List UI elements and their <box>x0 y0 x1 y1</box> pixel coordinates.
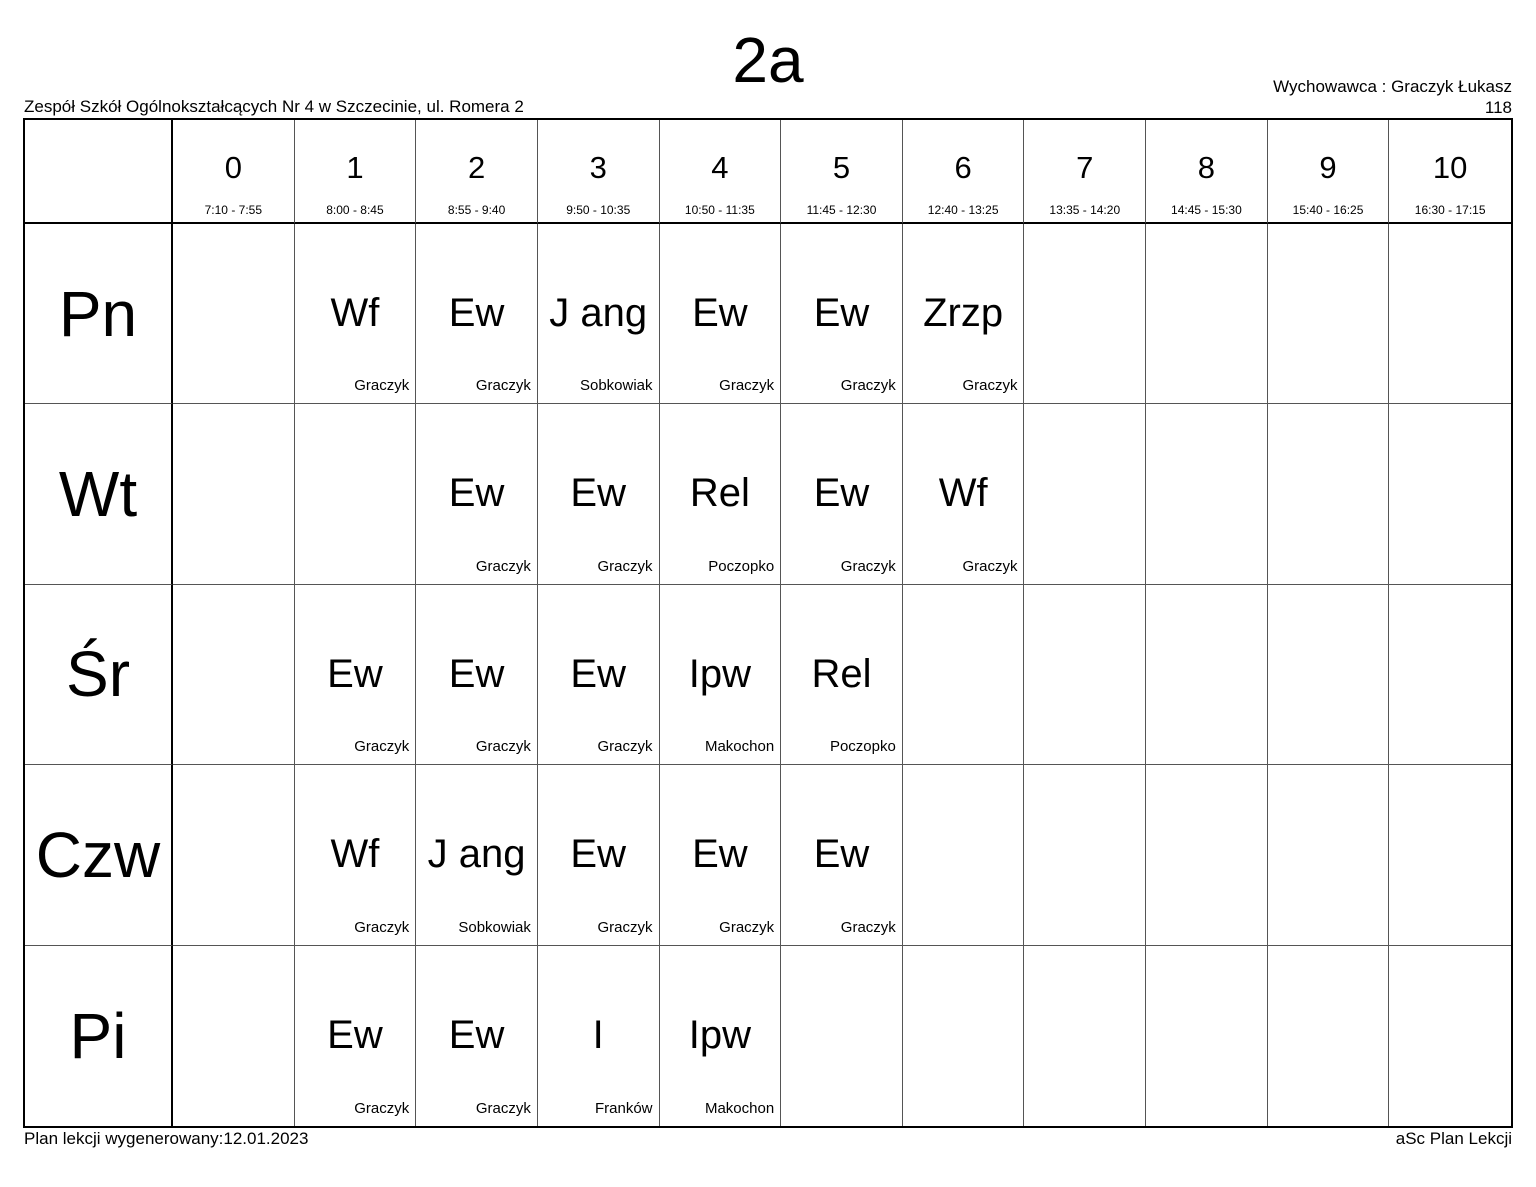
empty-cell <box>1024 404 1146 584</box>
period-number: 10 <box>1432 150 1468 185</box>
day-cell <box>25 404 173 584</box>
day-label: Pn <box>58 277 138 350</box>
room-number: 118 <box>1484 98 1512 117</box>
empty-cell <box>1146 404 1268 584</box>
lesson-subject: Ew <box>448 471 505 516</box>
period-number: 2 <box>467 150 486 185</box>
lesson-cell <box>538 224 660 404</box>
day-label: Wt <box>58 458 138 531</box>
lesson-teacher: Graczyk <box>475 557 531 575</box>
lesson-cell <box>538 585 660 765</box>
lesson-teacher: Poczopko <box>708 557 775 575</box>
lesson-subject: Ew <box>327 651 383 696</box>
empty-cell <box>1024 224 1146 404</box>
empty-cell <box>1389 585 1511 765</box>
lesson-subject: Ipw <box>688 1012 751 1057</box>
period-header <box>660 120 782 224</box>
period-time: 10:50 - 11:35 <box>684 203 755 217</box>
day-cell <box>25 585 173 765</box>
period-header <box>1268 120 1390 224</box>
period-number: 6 <box>954 150 972 185</box>
lesson-cell <box>903 224 1025 404</box>
lesson-subject: Ew <box>570 471 626 516</box>
empty-cell <box>295 404 417 584</box>
empty-cell <box>903 765 1025 945</box>
lesson-teacher: Graczyk <box>597 557 653 575</box>
period-number: 7 <box>1076 150 1094 185</box>
period-number: 5 <box>832 150 851 185</box>
period-header <box>781 120 903 224</box>
lesson-cell <box>660 946 782 1126</box>
lesson-subject: Wf <box>330 832 380 877</box>
empty-cell <box>1268 946 1390 1126</box>
lesson-teacher: Graczyk <box>475 738 531 756</box>
lesson-cell <box>903 404 1025 584</box>
period-number: 1 <box>346 150 364 185</box>
lesson-teacher: Sobkowiak <box>579 377 653 395</box>
lesson-teacher: Makochon <box>704 738 775 756</box>
lesson-teacher: Poczopko <box>829 738 896 756</box>
lesson-subject: Ew <box>692 832 748 877</box>
lesson-subject: Ew <box>327 1012 383 1057</box>
empty-cell <box>781 946 903 1126</box>
lesson-teacher: Graczyk <box>597 918 653 936</box>
period-time: 13:35 - 14:20 <box>1049 203 1121 217</box>
lesson-cell <box>538 404 660 584</box>
empty-cell <box>173 765 295 945</box>
period-time: 9:50 - 10:35 <box>566 203 631 217</box>
lesson-subject: Ew <box>813 471 870 516</box>
period-header <box>903 120 1025 224</box>
lesson-cell <box>416 224 538 404</box>
lesson-cell <box>660 404 782 584</box>
lesson-subject: Rel <box>689 471 750 516</box>
day-cell <box>25 224 173 404</box>
period-time: 11:45 - 12:30 <box>806 203 877 217</box>
empty-cell <box>1146 765 1268 945</box>
period-header <box>295 120 417 224</box>
empty-cell <box>173 585 295 765</box>
lesson-teacher: Graczyk <box>354 918 410 936</box>
empty-cell <box>1389 765 1511 945</box>
empty-cell <box>1268 224 1390 404</box>
lesson-teacher: Graczyk <box>719 377 775 395</box>
lesson-cell <box>660 224 782 404</box>
generated-date: Plan lekcji wygenerowany:12.01.2023 <box>24 1129 309 1148</box>
homeroom-teacher: Wychowawca : Graczyk Łukasz <box>1273 77 1512 96</box>
empty-cell <box>1024 946 1146 1126</box>
period-header <box>1146 120 1268 224</box>
lesson-subject: Ew <box>570 651 626 696</box>
lesson-teacher: Graczyk <box>962 557 1018 575</box>
software-name: aSc Plan Lekcji <box>1395 1129 1512 1148</box>
lesson-teacher: Graczyk <box>597 738 653 756</box>
lesson-subject: Ew <box>570 832 626 877</box>
lesson-cell <box>416 946 538 1126</box>
day-cell <box>25 765 173 945</box>
period-header <box>1024 120 1146 224</box>
school-name: Zespół Szkół Ogólnokształcących Nr 4 w Szczecinie, ul. Romera 2 <box>24 97 524 116</box>
empty-cell <box>173 224 295 404</box>
day-label: Czw <box>35 818 161 891</box>
lesson-subject: Wf <box>938 471 988 516</box>
period-header <box>173 120 295 224</box>
lesson-subject: Rel <box>811 651 872 696</box>
empty-cell <box>1146 585 1268 765</box>
lesson-teacher: Franków <box>595 1099 653 1117</box>
lesson-subject: Ew <box>813 832 870 877</box>
period-time: 7:10 - 7:55 <box>204 203 262 217</box>
lesson-teacher: Graczyk <box>354 738 410 756</box>
empty-cell <box>1389 404 1511 584</box>
empty-cell <box>1268 765 1390 945</box>
period-time: 8:55 - 9:40 <box>447 203 506 217</box>
lesson-cell <box>781 765 903 945</box>
period-time: 12:40 - 13:25 <box>927 203 999 217</box>
period-number: 3 <box>589 150 607 185</box>
lesson-cell <box>538 765 660 945</box>
period-header <box>538 120 660 224</box>
period-time: 16:30 - 17:15 <box>1414 203 1486 217</box>
empty-cell <box>173 946 295 1126</box>
homeroom-info <box>1273 76 1512 118</box>
lesson-subject: J ang <box>427 832 526 877</box>
period-number: 4 <box>711 150 729 185</box>
period-header <box>416 120 538 224</box>
lesson-cell <box>538 946 660 1126</box>
lesson-cell <box>781 224 903 404</box>
day-label: Śr <box>66 638 130 711</box>
empty-cell <box>1024 585 1146 765</box>
period-number: 0 <box>224 150 242 185</box>
empty-cell <box>1146 946 1268 1126</box>
lesson-subject: Wf <box>330 291 380 335</box>
day-label: Pi <box>69 999 127 1072</box>
lesson-subject: Ew <box>813 291 870 335</box>
lesson-subject: Ew <box>448 291 505 335</box>
lesson-subject: Ew <box>448 651 505 696</box>
lesson-subject: Ipw <box>688 651 751 696</box>
lesson-teacher: Graczyk <box>840 557 896 575</box>
lesson-teacher: Graczyk <box>475 1099 531 1117</box>
lesson-teacher: Graczyk <box>354 1099 410 1117</box>
lesson-cell <box>416 404 538 584</box>
lesson-teacher: Graczyk <box>354 377 410 395</box>
period-number: 9 <box>1319 150 1337 185</box>
empty-cell <box>1268 404 1390 584</box>
period-header <box>1389 120 1511 224</box>
lesson-cell <box>295 224 417 404</box>
lesson-cell <box>416 765 538 945</box>
empty-cell <box>1146 224 1268 404</box>
lesson-subject: Ew <box>448 1012 505 1057</box>
empty-cell <box>1389 224 1511 404</box>
lesson-teacher: Sobkowiak <box>458 918 531 936</box>
lesson-cell <box>295 765 417 945</box>
empty-cell <box>1268 585 1390 765</box>
lesson-subject: Ew <box>692 291 748 335</box>
empty-cell <box>903 946 1025 1126</box>
lesson-cell <box>660 765 782 945</box>
lesson-subject: Zrzp <box>923 291 1004 335</box>
lesson-cell <box>295 585 417 765</box>
lesson-teacher: Graczyk <box>840 918 896 936</box>
lesson-teacher: Makochon <box>704 1099 775 1117</box>
lesson-cell <box>295 946 417 1126</box>
lesson-cell <box>416 585 538 765</box>
period-time: 14:45 - 15:30 <box>1171 203 1242 217</box>
lesson-cell <box>781 585 903 765</box>
period-time: 15:40 - 16:25 <box>1292 203 1364 217</box>
empty-cell <box>903 585 1025 765</box>
period-number: 8 <box>1197 150 1216 185</box>
lesson-teacher: Graczyk <box>475 377 531 395</box>
lesson-cell <box>660 585 782 765</box>
lesson-teacher: Graczyk <box>840 377 896 395</box>
lesson-teacher: Graczyk <box>719 918 775 936</box>
lesson-subject: J ang <box>549 291 648 335</box>
lesson-teacher: Graczyk <box>962 377 1018 395</box>
timetable-title: 2a <box>732 24 804 96</box>
period-time: 8:00 - 8:45 <box>326 203 384 217</box>
day-cell <box>25 946 173 1126</box>
timetable-grid <box>23 118 1513 1128</box>
empty-cell <box>173 404 295 584</box>
empty-cell <box>1389 946 1511 1126</box>
corner-cell <box>25 120 173 224</box>
empty-cell <box>1024 765 1146 945</box>
lesson-cell <box>781 404 903 584</box>
lesson-subject: I <box>592 1012 604 1057</box>
